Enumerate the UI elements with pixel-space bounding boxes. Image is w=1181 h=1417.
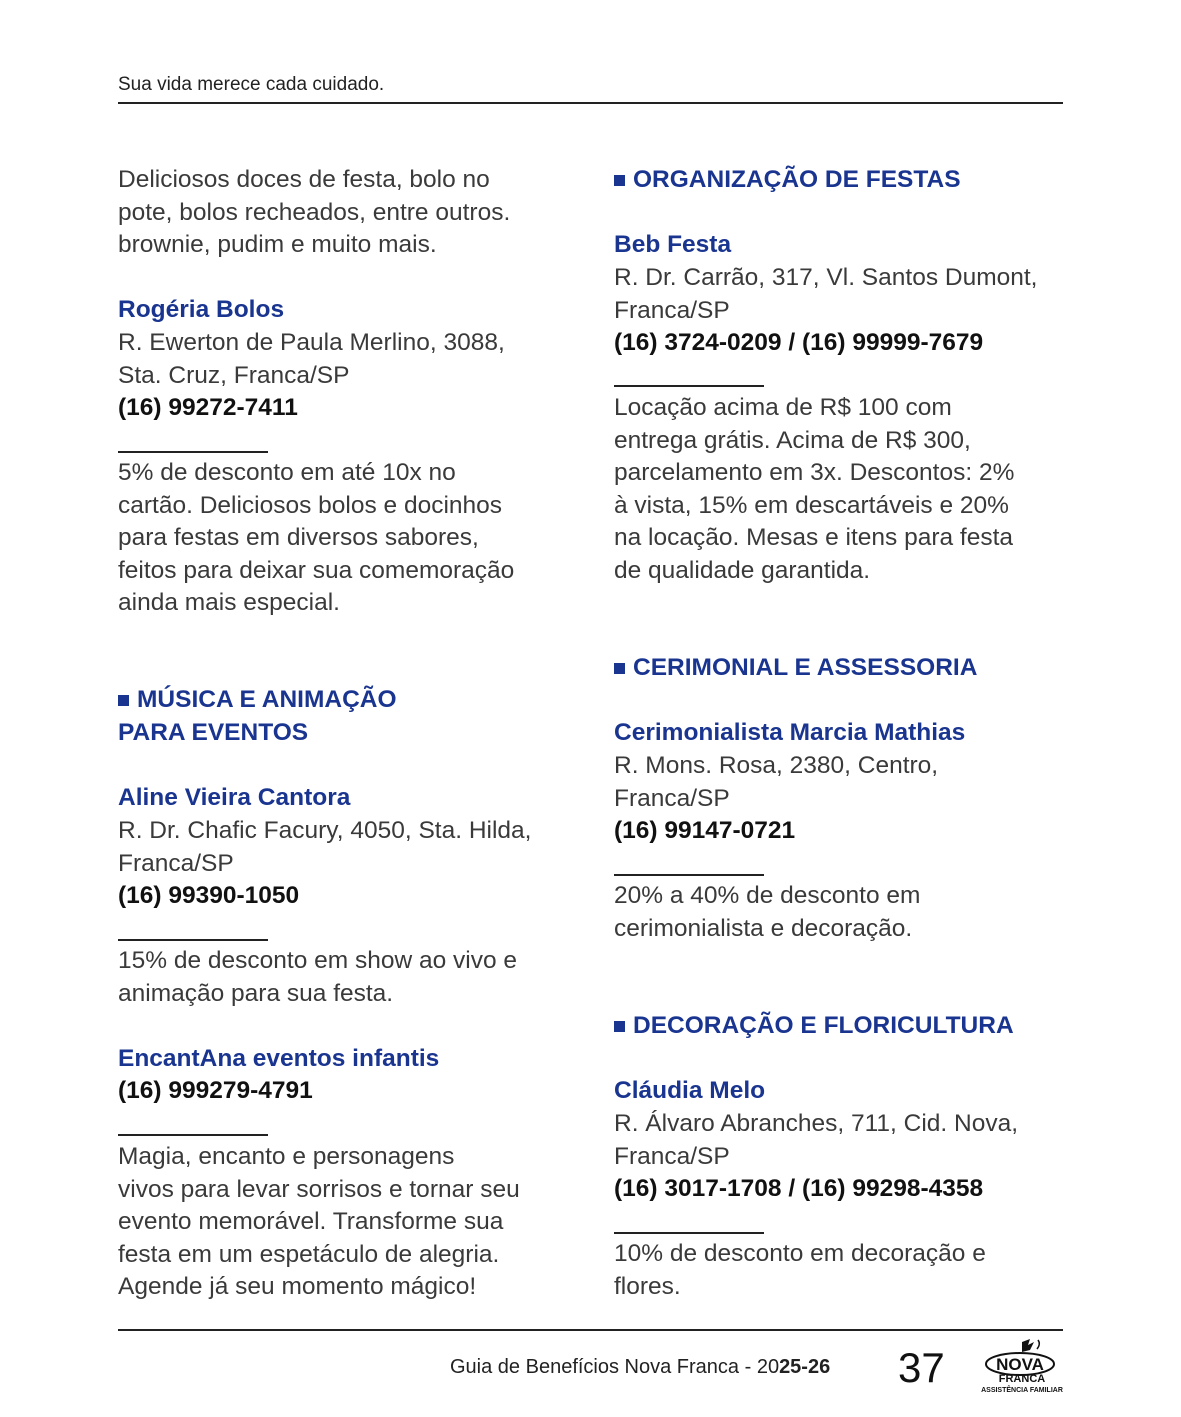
nova-franca-logo <box>978 1338 1066 1394</box>
business-description: Magia, encanto e personagens vivos para levar sorrisos e tornar seu evento memorável. Transforme sua festa em um espetáculo de alegria. Agende já seu momento mágico! <box>118 1143 520 1300</box>
business-name: Aline Vieira Cantora <box>118 784 351 811</box>
footer-guide-text: Guia de Benefícios Nova Franca - 20 <box>450 1356 780 1378</box>
section-heading-decoracao <box>614 1010 1014 1043</box>
divider <box>614 1232 764 1234</box>
svg-text:ASSISTÊNCIA FAMILIAR: ASSISTÊNCIA FAMILIAR <box>981 1387 1063 1394</box>
business-name: Cláudia Melo <box>614 1077 766 1104</box>
divider <box>614 874 764 876</box>
svg-text:FRANCA: FRANCA <box>998 1373 1046 1385</box>
page-number: 37 <box>898 1344 945 1391</box>
header-divider <box>118 102 1063 104</box>
header-tagline: Sua vida merece cada cuidado. <box>118 74 385 95</box>
business-description: 10% de desconto em decoração e flores. <box>614 1240 986 1300</box>
business-phone: (16) 999279-4791 <box>118 1077 313 1104</box>
bullet-square-icon <box>118 695 129 706</box>
section-heading-text: MÚSICA E ANIMAÇÃO PARA EVENTOS <box>118 686 397 746</box>
section-heading-musica <box>118 684 397 749</box>
business-address: R. Dr. Chafic Facury, 4050, Sta. Hilda, Franca/SP <box>118 817 532 877</box>
business-address: R. Mons. Rosa, 2380, Centro, Franca/SP <box>614 752 939 812</box>
business-address: R. Dr. Carrão, 317, Vl. Santos Dumont, Franca/SP <box>614 264 1038 324</box>
business-phone: (16) 3724-0209 / (16) 99999-7679 <box>614 329 984 356</box>
business-description: 20% a 40% de desconto em cerimonialista e decoração. <box>614 882 921 942</box>
footer-divider <box>118 1329 1063 1331</box>
section-heading-festas <box>614 164 961 197</box>
business-description: 15% de desconto em show ao vivo e animação para sua festa. <box>118 947 518 1007</box>
business-name: EncantAna eventos infantis <box>118 1045 440 1072</box>
business-phone: (16) 99272-7411 <box>118 394 298 421</box>
business-address: R. Álvaro Abranches, 711, Cid. Nova, Franca/SP <box>614 1110 1018 1170</box>
section-heading-text: DECORAÇÃO E FLORICULTURA <box>633 1012 1014 1039</box>
business-description: Locação acima de R$ 100 com entrega grátis. Acima de R$ 300, parcelamento em 3x. Descontos: 2% à vista, 15% em descartáveis e 20% na locação. Mesas e itens para festa de qualidade garantida. <box>614 394 1015 584</box>
bullet-square-icon <box>614 1021 625 1032</box>
business-name: Rogéria Bolos <box>118 296 285 323</box>
business-phone: (16) 99147-0721 <box>614 817 796 844</box>
divider <box>614 385 764 387</box>
svg-text:NOVA: NOVA <box>996 1355 1044 1374</box>
divider <box>118 1134 268 1136</box>
business-phone: (16) 3017-1708 / (16) 99298-4358 <box>614 1175 984 1202</box>
section-heading-text: ORGANIZAÇÃO DE FESTAS <box>633 166 961 193</box>
business-name: Beb Festa <box>614 231 732 258</box>
section-heading-text: CERIMONIAL E ASSESSORIA <box>633 654 978 681</box>
footer-guide-title <box>450 1356 830 1379</box>
footer-year: 25-26 <box>779 1356 831 1378</box>
business-phone: (16) 99390-1050 <box>118 882 300 909</box>
bullet-square-icon <box>614 663 625 674</box>
business-name: Cerimonialista Marcia Mathias <box>614 719 966 746</box>
bullet-square-icon <box>614 175 625 186</box>
business-address: R. Ewerton de Paula Merlino, 3088, Sta. Cruz, Franca/SP <box>118 329 505 389</box>
intro-text: Deliciosos doces de festa, bolo no pote, bolos recheados, entre outros. brownie, pudim e muito mais. <box>118 166 511 258</box>
business-description: 5% de desconto em até 10x no cartão. Deliciosos bolos e docinhos para festas em diversos sabores, feitos para deixar sua comemoração ainda mais especial. <box>118 459 515 616</box>
divider <box>118 939 268 941</box>
divider <box>118 451 268 453</box>
section-heading-cerimonial <box>614 652 977 685</box>
